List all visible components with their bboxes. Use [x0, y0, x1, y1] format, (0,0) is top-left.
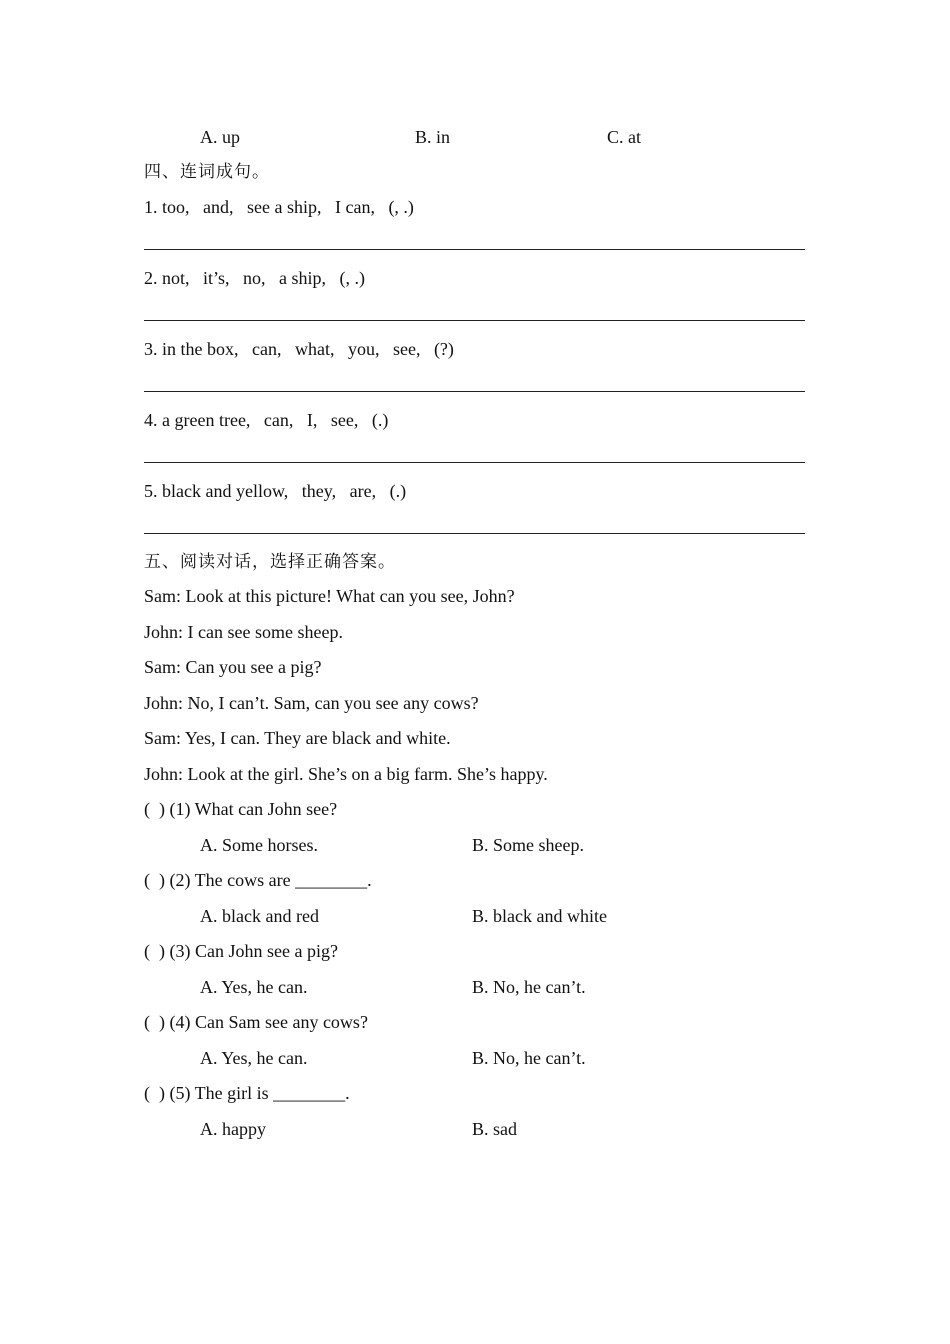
dialogue-line-4: John: No, I can’t. Sam, can you see any cows? — [144, 693, 479, 713]
section5-heading: 五、阅读对话，选择正确答案。 — [144, 552, 396, 572]
question-3-option-a[interactable]: A. Yes, he can. — [200, 977, 308, 997]
section4-item-1: 1. too, and, see a ship, I can, (, .) — [144, 197, 414, 217]
question-1: ( ) (1) What can John see? — [144, 799, 338, 819]
option-b-in: B. in — [415, 127, 451, 147]
answer-line-4[interactable] — [144, 462, 805, 463]
dialogue-line-1: Sam: Look at this picture! What can you see, John? — [144, 586, 515, 606]
question-4-option-a[interactable]: A. Yes, he can. — [200, 1048, 308, 1068]
question-3-option-b[interactable]: B. No, he can’t. — [472, 977, 586, 997]
dialogue-line-6: John: Look at the girl. She’s on a big farm. She’s happy. — [144, 764, 548, 784]
section4-heading: 四、连词成句。 — [144, 162, 270, 182]
dialogue-line-5: Sam: Yes, I can. They are black and white. — [144, 728, 451, 748]
answer-line-3[interactable] — [144, 391, 805, 392]
question-4: ( ) (4) Can Sam see any cows? — [144, 1012, 368, 1032]
section4-item-2: 2. not, it’s, no, a ship, (, .) — [144, 268, 365, 288]
section4-item-4: 4. a green tree, can, I, see, (.) — [144, 410, 389, 430]
question-4-option-b[interactable]: B. No, he can’t. — [472, 1048, 586, 1068]
answer-line-5[interactable] — [144, 533, 805, 534]
dialogue-line-2: John: I can see some sheep. — [144, 622, 343, 642]
question-5-option-b[interactable]: B. sad — [472, 1119, 517, 1139]
question-1-option-b[interactable]: B. Some sheep. — [472, 835, 584, 855]
question-1-option-a[interactable]: A. Some horses. — [200, 835, 318, 855]
question-2-option-a[interactable]: A. black and red — [200, 906, 319, 926]
question-5: ( ) (5) The girl is ________. — [144, 1083, 350, 1103]
section4-item-3: 3. in the box, can, what, you, see, (?) — [144, 339, 454, 359]
question-3: ( ) (3) Can John see a pig? — [144, 941, 338, 961]
question-2: ( ) (2) The cows are ________. — [144, 870, 372, 890]
answer-line-2[interactable] — [144, 320, 805, 321]
question-5-option-a[interactable]: A. happy — [200, 1119, 266, 1139]
option-c-at: C. at — [607, 127, 641, 147]
dialogue-line-3: Sam: Can you see a pig? — [144, 657, 322, 677]
question-2-option-b[interactable]: B. black and white — [472, 906, 607, 926]
answer-line-1[interactable] — [144, 249, 805, 250]
option-a-up: A. up — [200, 127, 240, 147]
section4-item-5: 5. black and yellow, they, are, (.) — [144, 481, 407, 501]
